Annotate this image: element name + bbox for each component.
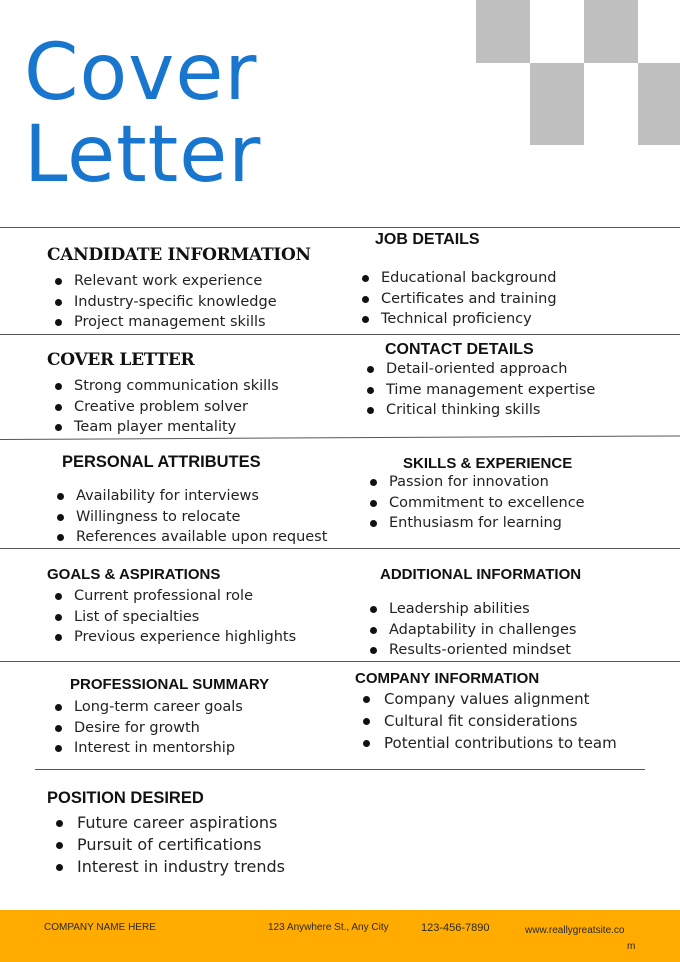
list-item: Interest in mentorship [55,738,243,759]
list-item: Critical thinking skills [367,400,595,421]
contact-details-list [367,359,595,421]
section-candidate-information [47,245,311,265]
list-item: Enthusiasm for learning [370,513,585,534]
list-item: Potential contributions to team [363,732,617,754]
divider [0,227,680,228]
list-item: Cultural fit considerations [363,710,617,732]
decor-square [530,63,584,145]
footer-phone: 123-456-7890 [421,922,490,934]
section-heading-position-desired: POSITION DESIRED [47,789,204,807]
list-item: Leadership abilities [370,599,576,620]
footer-website-line2: m [627,941,636,952]
section-heading-professional-summary: PROFESSIONAL SUMMARY [70,676,270,693]
footer-address: 123 Anywhere St., Any City [268,922,389,933]
list-item: Detail-oriented approach [367,359,595,380]
footer-website-line1: www.reallygreatsite.co [525,925,625,936]
list-item: Current professional role [55,586,296,607]
list-item: Passion for innovation [370,472,585,493]
job-details-list [362,268,557,330]
title-line-1: Cover [24,28,258,118]
list-item: Long-term career goals [55,697,243,718]
list-item: Strong communication skills [55,376,279,397]
section-heading-goals-aspirations: GOALS & ASPIRATIONS [47,566,221,583]
list-item: Creative problem solver [55,397,279,418]
list-item: Company values alignment [363,688,617,710]
list-item: Results-oriented mindset [370,640,576,661]
list-item: List of specialties [55,607,296,628]
section-heading-skills-experience: SKILLS & EXPERIENCE [403,455,573,472]
list-item: Adaptability in challenges [370,620,576,641]
candidate-information-list [55,271,277,333]
section-heading-personal-attributes: PERSONAL ATTRIBUTES [62,453,261,471]
company-information-list [363,688,617,754]
title-line-2: Letter [24,110,262,200]
section-heading-additional-information: ADDITIONAL INFORMATION [380,566,582,583]
footer-company-name: COMPANY NAME HERE [44,922,156,933]
cover-letter-list [55,376,279,438]
list-item: Team player mentality [55,417,279,438]
section-heading: CANDIDATE INFORMATION [47,245,311,265]
list-item: Certificates and training [362,289,557,310]
divider [0,334,680,335]
list-item: Previous experience highlights [55,627,296,648]
list-item: Pursuit of certifications [56,834,285,856]
professional-summary-list [55,697,243,759]
list-item: Technical proficiency [362,309,557,330]
list-item: Educational background [362,268,557,289]
section-heading-contact-details: CONTACT DETAILS [385,341,534,358]
list-item: Future career aspirations [56,812,285,834]
list-item: Project management skills [55,312,277,333]
list-item: Desire for growth [55,718,243,739]
decor-square [638,63,680,145]
goals-aspirations-list [55,586,296,648]
list-item: Commitment to excellence [370,493,585,514]
personal-attributes-list [57,486,327,548]
skills-experience-list [370,472,585,534]
list-item: Industry-specific knowledge [55,292,277,313]
section-heading-job-details: JOB DETAILS [375,231,480,248]
divider [35,769,645,770]
list-item: References available upon request [57,527,327,548]
list-item: Interest in industry trends [56,856,285,878]
additional-information-list [370,599,576,661]
decor-square [476,0,530,63]
section-heading-company-information: COMPANY INFORMATION [355,670,540,687]
divider [0,548,680,549]
list-item: Relevant work experience [55,271,277,292]
divider [0,661,680,662]
section-heading-cover-letter: COVER LETTER [47,350,195,370]
footer-website [525,923,635,955]
list-item: Time management expertise [367,380,595,401]
footer-bar [0,910,680,962]
list-item: Availability for interviews [57,486,327,507]
decor-square [584,0,638,63]
position-desired-list [56,812,285,878]
list-item: Willingness to relocate [57,507,327,528]
